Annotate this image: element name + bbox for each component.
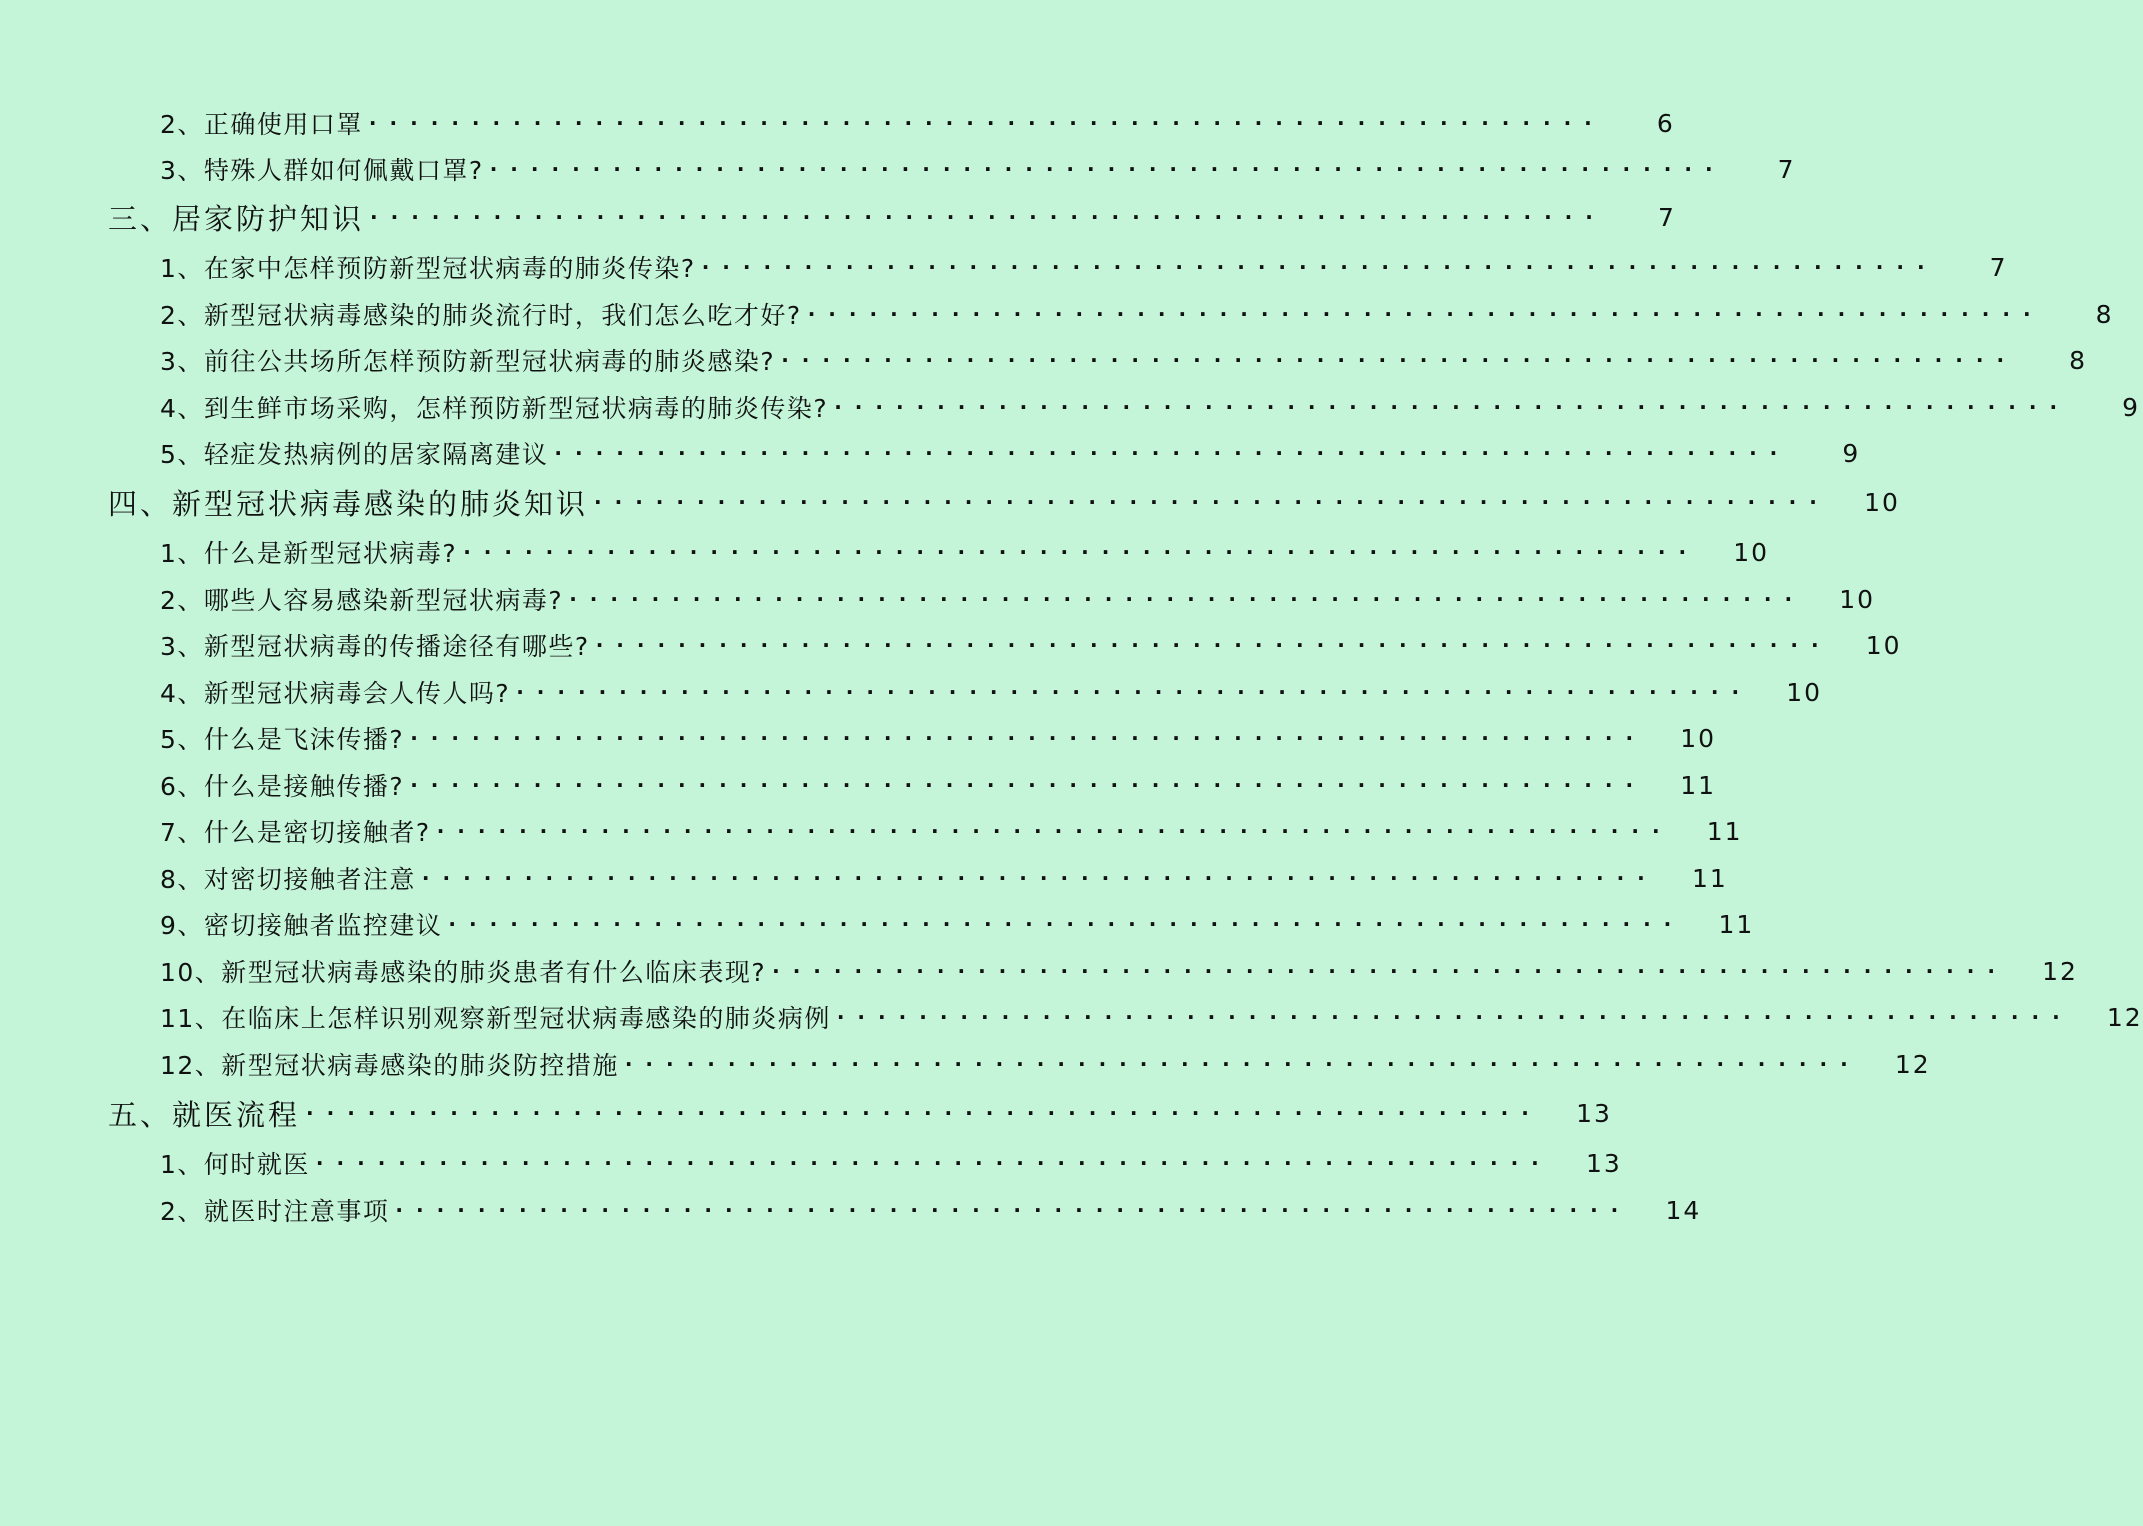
toc-entry-label: 4、到生鲜市场采购，怎样预防新型冠状病毒的肺炎传染? — [160, 394, 829, 423]
toc-page-number: 10 — [1839, 584, 1876, 614]
toc-leader-dots: ···························································· — [368, 111, 1605, 135]
toc-page-number: 7 — [1657, 202, 1676, 232]
toc-entry[interactable] — [0, 430, 1861, 476]
toc-entry-label: 三、居家防护知识 — [108, 201, 365, 236]
toc-page-number: 13 — [1585, 1148, 1622, 1178]
toc-leader-dots: ···························································· — [410, 773, 1647, 797]
toc-entry[interactable] — [0, 762, 1717, 808]
toc-page-number: 13 — [1576, 1098, 1612, 1128]
toc-leader-dots: ···························································· — [516, 680, 1753, 704]
toc-page-number: 10 — [1865, 630, 1902, 660]
toc-page-number: 14 — [1665, 1195, 1702, 1225]
toc-leader-dots: ···························································· — [436, 819, 1673, 843]
toc-entry[interactable] — [0, 1041, 1931, 1087]
toc-leader-dots: ···························································· — [569, 587, 1806, 611]
toc-entry-label: 五、就医流程 — [108, 1097, 301, 1132]
toc-entry-label: 9、密切接触者监控建议 — [160, 911, 443, 940]
toc-entry-label: 12、新型冠状病毒感染的肺炎防控措施 — [160, 1051, 619, 1080]
toc-page-number: 10 — [1733, 537, 1770, 567]
toc-entry[interactable] — [0, 808, 1743, 854]
toc-page-number: 8 — [2069, 345, 2088, 375]
toc-entry-label: 6、什么是接触传播? — [160, 772, 405, 801]
toc-entry-label: 1、何时就医 — [160, 1150, 310, 1179]
toc-entry-label: 3、特殊人群如何佩戴口罩? — [160, 156, 484, 185]
toc-entry[interactable] — [0, 100, 1675, 146]
toc-page-number: 10 — [1786, 677, 1823, 707]
toc-leader-dots: ···························································· — [315, 1151, 1552, 1175]
toc-entry-label: 2、就医时注意事项 — [160, 1197, 390, 1226]
toc-entry[interactable] — [0, 1187, 1702, 1233]
toc-page-number: 8 — [2095, 299, 2114, 329]
toc-page-number: 11 — [1706, 816, 1743, 846]
toc-leader-dots: ···························································· — [834, 395, 2071, 419]
toc-page-number: 12 — [2042, 956, 2078, 986]
toc-leader-dots: ···························································· — [595, 633, 1832, 657]
toc-entry-label: 2、正确使用口罩 — [160, 110, 363, 139]
toc-page-number: 9 — [1842, 438, 1861, 468]
toc-leader-dots: ···························································· — [463, 540, 1700, 564]
toc-leader-dots: ···························································· — [370, 205, 1606, 229]
toc-entry-label: 8、对密切接触者注意 — [160, 865, 416, 894]
toc-page-number: 10 — [1680, 723, 1717, 753]
toc-leader-dots: ···························································· — [701, 255, 1938, 279]
toc-page-number: 10 — [1864, 487, 1900, 517]
toc-entry-label: 1、什么是新型冠状病毒? — [160, 539, 458, 568]
toc-leader-dots: ···························································· — [448, 912, 1685, 936]
toc-entry-label: 7、什么是密切接触者? — [160, 818, 431, 847]
toc-entry-label: 5、轻症发热病例的居家隔离建议 — [160, 440, 549, 469]
toc-page-number: 11 — [1691, 863, 1728, 893]
toc-entry[interactable] — [0, 291, 2114, 337]
toc-entry-label: 1、在家中怎样预防新型冠状病毒的肺炎传染? — [160, 254, 696, 283]
toc-entry-label: 4、新型冠状病毒会人传人吗? — [160, 679, 511, 708]
toc-leader-dots: ···························································· — [807, 302, 2044, 326]
toc-entry[interactable] — [0, 622, 1902, 668]
toc-entry[interactable] — [0, 948, 2078, 994]
toc-leader-dots: ···························································· — [772, 959, 2008, 983]
toc-page-number: 9 — [2122, 392, 2141, 422]
toc-page-number: 7 — [1989, 252, 2008, 282]
toc-entry-label: 2、哪些人容易感染新型冠状病毒? — [160, 586, 564, 615]
toc-section-entry[interactable] — [0, 479, 1900, 525]
toc-leader-dots: ···························································· — [781, 348, 2018, 372]
toc-entry-label: 5、什么是飞沫传播? — [160, 725, 405, 754]
toc-leader-dots: ···························································· — [624, 1052, 1861, 1076]
toc-entry[interactable] — [0, 529, 1770, 575]
toc-entry[interactable] — [0, 715, 1717, 761]
toc-entry[interactable] — [0, 337, 2088, 383]
toc-leader-dots: ···························································· — [410, 726, 1647, 750]
toc-entry-label: 10、新型冠状病毒感染的肺炎患者有什么临床表现? — [160, 958, 767, 987]
toc-entry[interactable] — [0, 384, 2141, 430]
toc-section-entry[interactable] — [0, 194, 1676, 240]
toc-entry[interactable] — [0, 576, 1876, 622]
toc-page-number: 7 — [1777, 154, 1796, 184]
toc-entry[interactable] — [0, 901, 1755, 947]
toc-entry-label: 四、新型冠状病毒感染的肺炎知识 — [108, 486, 589, 521]
toc-leader-dots: ···························································· — [836, 1005, 2073, 1029]
toc-page-number: 6 — [1656, 108, 1675, 138]
toc-entry[interactable] — [0, 994, 2143, 1040]
toc-page-number: 11 — [1718, 909, 1755, 939]
toc-entry-label: 11、在临床上怎样识别观察新型冠状病毒感染的肺炎病例 — [160, 1004, 831, 1033]
toc-leader-dots: ···························································· — [489, 157, 1726, 181]
toc-leader-dots: ···························································· — [554, 441, 1791, 465]
toc-page-number: 12 — [2106, 1002, 2143, 1032]
toc-leader-dots: ···························································· — [395, 1198, 1632, 1222]
toc-entry-label: 3、新型冠状病毒的传播途径有哪些? — [160, 632, 590, 661]
toc-entry[interactable] — [0, 669, 1823, 715]
toc-leader-dots: ···························································· — [306, 1101, 1542, 1125]
toc-leader-dots: ···························································· — [421, 866, 1658, 890]
toc-entry[interactable] — [0, 244, 2008, 290]
toc-page-number: 11 — [1680, 770, 1717, 800]
toc-section-entry[interactable] — [0, 1090, 1612, 1136]
toc-entry[interactable] — [0, 146, 1796, 192]
toc-page-number: 12 — [1894, 1049, 1931, 1079]
toc-entry[interactable] — [0, 1140, 1622, 1186]
toc-leader-dots: ···························································· — [594, 490, 1830, 514]
toc-entry-label: 2、新型冠状病毒感染的肺炎流行时，我们怎么吃才好? — [160, 301, 802, 330]
toc-entry[interactable] — [0, 855, 1728, 901]
toc-entry-label: 3、前往公共场所怎样预防新型冠状病毒的肺炎感染? — [160, 347, 776, 376]
